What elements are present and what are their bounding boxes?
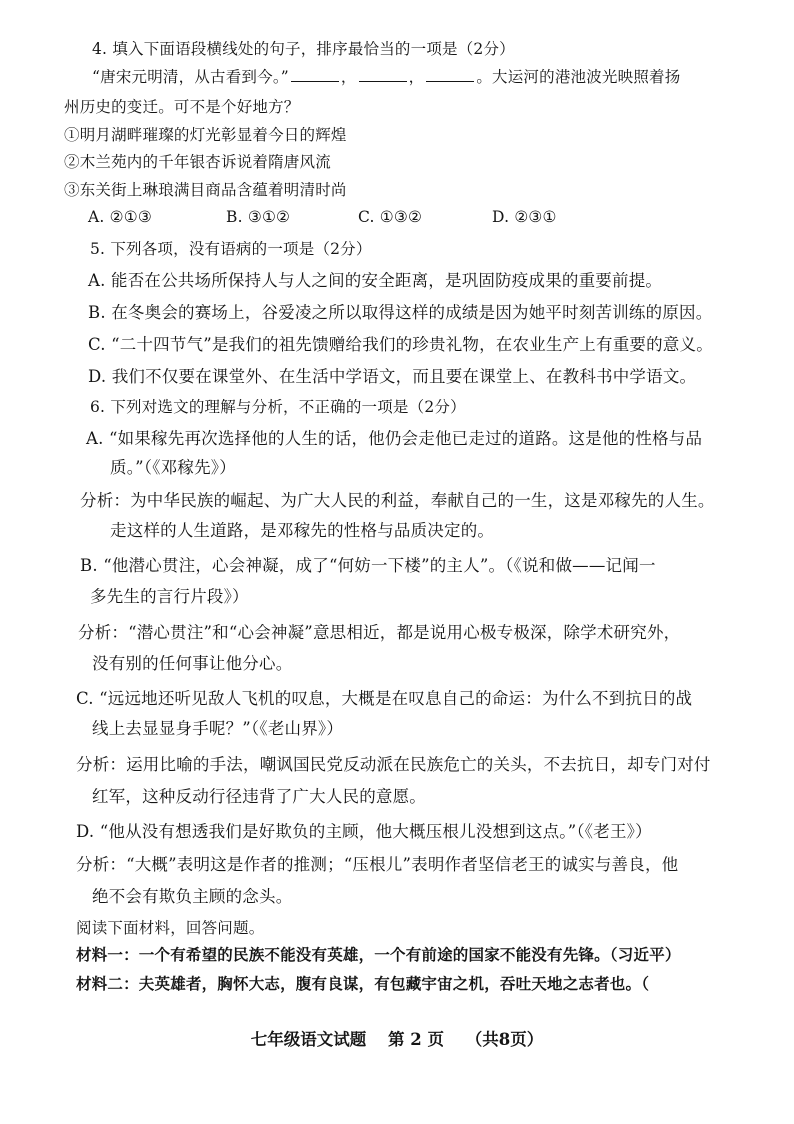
q4-passage-start: “唐宋元明清，从古看到今。” bbox=[92, 68, 289, 86]
q4-option-c: C. ①③② bbox=[358, 208, 423, 226]
footer-total-pages: （共8页） bbox=[465, 1030, 544, 1049]
q5-option-c: C. “二十四节气”是我们的祖先馈赠给我们的珍贵礼物，在农业生产上有重要的意义。 bbox=[88, 335, 713, 354]
q6-option-d-line1: D. “他从没有想透我们是好欺负的主顾，他大概压根儿没想到这点。”（《老王》） bbox=[76, 822, 652, 841]
q6-option-b-analysis-line1: 分析：“潜心贯注”和“心会神凝”意思相近，都是说用心极专极深，除学术研究外， bbox=[78, 623, 681, 642]
footer-title: 七年级语文试题 bbox=[250, 1030, 367, 1049]
page-footer bbox=[0, 1026, 794, 1050]
q6-option-a-line1: A. “如果稼先再次选择他的人生的话，他仍会走他已走过的道路。这是他的性格与品 bbox=[86, 429, 703, 448]
q5-option-b: B. 在冬奥会的赛场上，谷爱凌之所以取得这样的成绩是因为她平时刻苦训练的原因。 bbox=[88, 303, 713, 322]
q5-option-a: A. 能否在公共场所保持人与人之间的安全距离，是巩固防疫成果的重要前提。 bbox=[88, 271, 663, 290]
q6-option-a-analysis-line1: 分析：为中华民族的崛起、为广大人民的利益，奉献自己的一生，这是邓稼先的人生。 bbox=[80, 491, 715, 510]
q6-option-c-analysis-line1: 分析：运用比喻的手法，嘲讽国民党反动派在民族危亡的关头，不去抗日，却专门对付 bbox=[76, 755, 711, 774]
q4-passage-mid: 。大运河的港池波光映照着扬 bbox=[476, 68, 681, 86]
q4-passage-line2: 州历史的变迁。可不是个好地方？ bbox=[64, 98, 300, 116]
q4-blank-3 bbox=[426, 67, 474, 82]
reading-intro: 阅读下面材料，回答问题。 bbox=[76, 919, 265, 937]
footer-page-number: 第 2 页 bbox=[388, 1030, 444, 1049]
q4-option-b: B. ③①② bbox=[226, 208, 291, 226]
q6-option-c-line1: C. “远远地还听见敌人飞机的叹息，大概是在叹息自己的命运：为什么不到抗日的战 bbox=[76, 689, 693, 708]
q4-passage-line1: “唐宋元明清，从古看到今。” ， ， 。大运河的港池波光映照着扬 bbox=[92, 68, 681, 86]
q6-stem: 6. 下列对选文的理解与分析，不正确的一项是（2分） bbox=[90, 398, 466, 416]
q4-blank-1 bbox=[291, 67, 339, 82]
q6-option-d-analysis-line1: 分析：“大概”表明这是作者的推测；“压根儿”表明作者坚信老王的诚实与善良，他 bbox=[76, 855, 679, 874]
q4-stem: 4. 填入下面语段横线处的句子，排序最恰当的一项是（2分） bbox=[92, 40, 515, 58]
q4-option-a: A. ②①③ bbox=[88, 208, 152, 226]
q4-option-d: D. ②③① bbox=[492, 208, 557, 226]
q6-option-a-line2: 质。”（《邓稼先》） bbox=[110, 458, 236, 477]
q4-sentence-2: ②木兰苑内的千年银杏诉说着隋唐风流 bbox=[64, 153, 331, 171]
q4-sentence-3: ③东关街上琳琅满目商品含蕴着明清时尚 bbox=[64, 181, 347, 199]
q4-sentence-1: ①明月湖畔璀璨的灯光彰显着今日的辉煌 bbox=[64, 126, 347, 144]
q5-stem: 5. 下列各项，没有语病的一项是（2分） bbox=[90, 240, 372, 258]
q4-blank-2 bbox=[359, 67, 407, 82]
q6-option-c-analysis-line2: 红军，这种反动行径违背了广大人民的意愿。 bbox=[92, 787, 426, 806]
q5-option-d: D. 我们不仅要在课堂外、在生活中学语文，而且要在课堂上、在教科书中学语文。 bbox=[88, 367, 697, 386]
q6-option-b-line1: B. “他潜心贯注，心会神凝，成了“何妨一下楼”的主人”。（《说和做——记闻一 bbox=[80, 556, 656, 575]
q6-option-b-analysis-line2: 没有别的任何事让他分心。 bbox=[92, 654, 293, 673]
q6-option-a-analysis-line2: 走这样的人生道路，是邓稼先的性格与品质决定的。 bbox=[110, 521, 495, 540]
q6-option-c-line2: 线上去显显身手呢？”（《老山界》） bbox=[92, 719, 344, 738]
reading-material-1: 材料一：一个有希望的民族不能没有英雄，一个有前途的国家不能没有先锋。（习近平） bbox=[76, 945, 681, 964]
reading-material-2: 材料二：夫英雄者，胸怀大志，腹有良谋，有包藏宇宙之机，吞吐天地之志者也。（ bbox=[76, 974, 650, 993]
q6-option-b-line2: 多先生的言行片段》） bbox=[90, 587, 249, 606]
q6-option-d-analysis-line2: 绝不会有欺负主顾的念头。 bbox=[92, 887, 293, 906]
